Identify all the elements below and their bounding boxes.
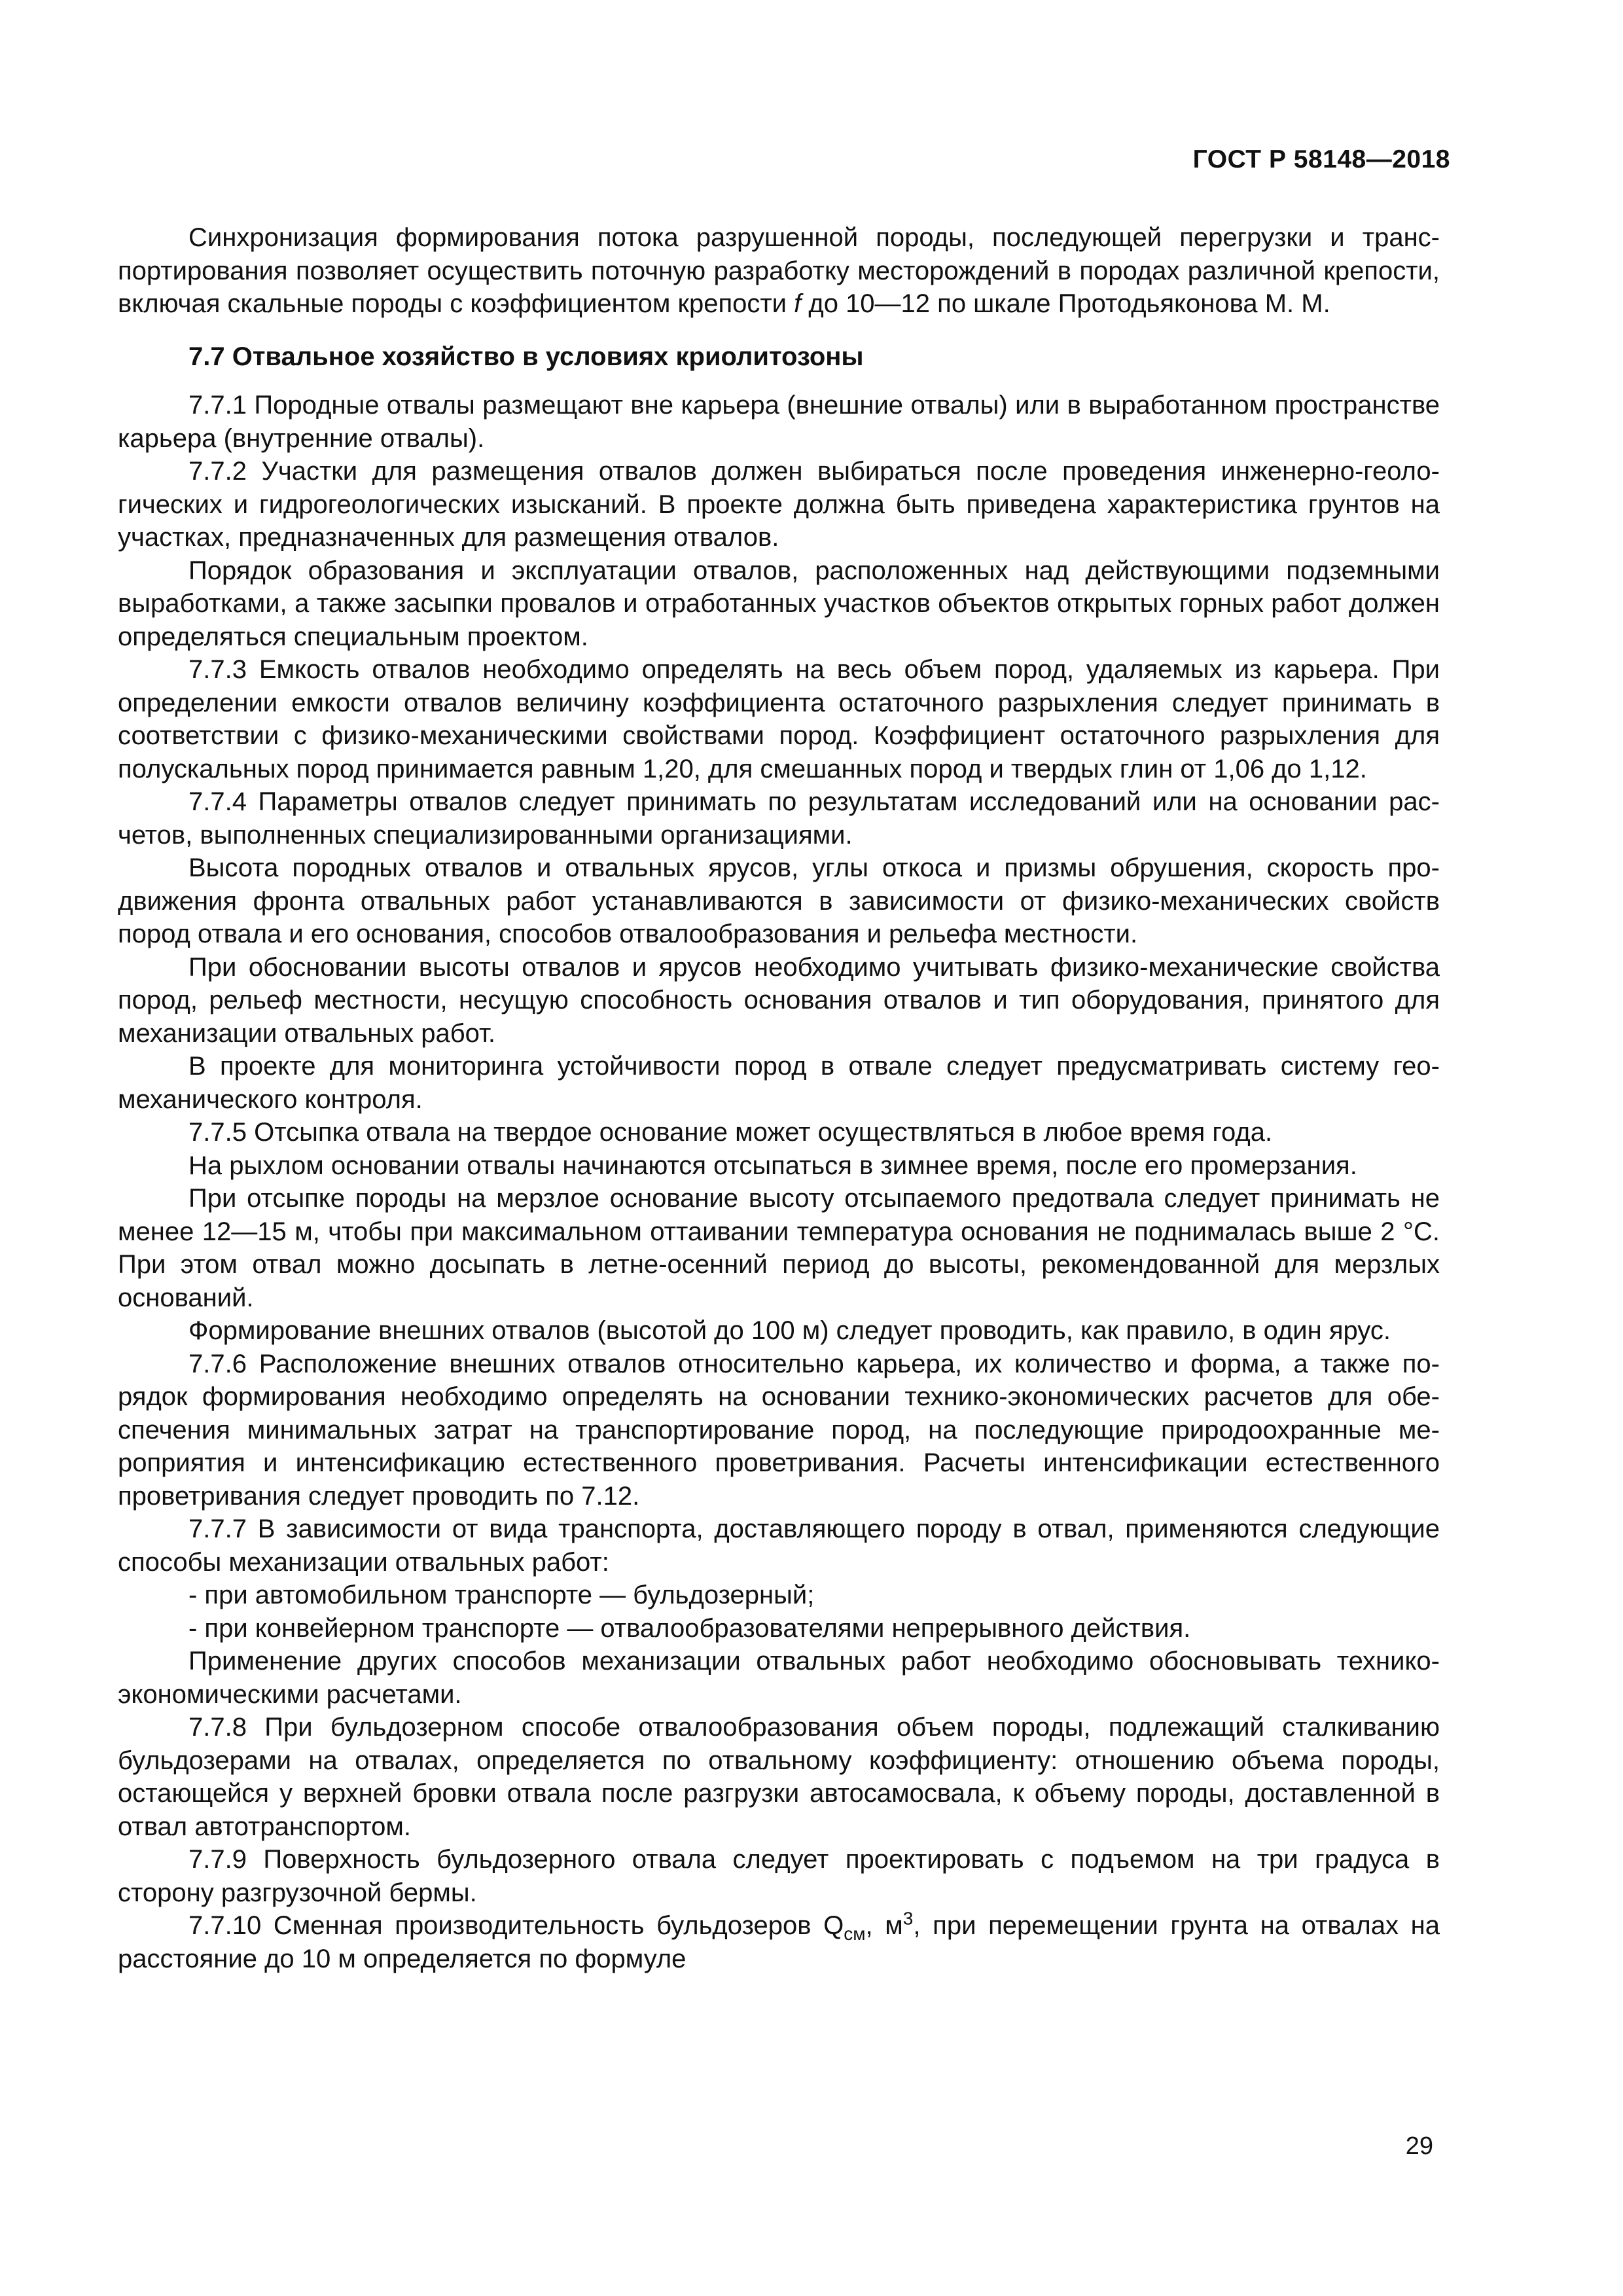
strength-coefficient-symbol: f <box>794 289 802 318</box>
intro-text-after: до 10—12 по шкале Протодьяконова М. М. <box>801 289 1330 318</box>
paragraph-7-7-3: 7.7.3 Емкость отвалов необходимо определять на весь объем пород, удаляемых из карьера. При определении емкости отвалов величину коэффициента остаточного разрыхления следует принимать в соответствии с физико-механическими свойствами пород. Коэффициент остаточного разрыхления для полускальных пород принимается равным 1,20, для смешанных пород и твердых глин от 1,06 до 1,12. <box>118 655 1440 783</box>
q-subscript: см <box>844 1924 866 1944</box>
intro-text-before: Синхронизация формирования потока разрушенной породы, последующей перегрузки и транспортирования позволяет осуществить поточную разработку месторождений в породах различной крепости, включая скальные породы с коэффициентом крепости <box>118 223 1440 318</box>
paragraph-7-7-7: 7.7.7 В зависимости от вида транспорта, доставляющего породу в отвал, применяются следующие способы механизации отвальных работ: <box>118 1515 1440 1577</box>
list-item: - при конвейерном транспорте — отвалообразователями непрерывного действия. <box>188 1613 1191 1643</box>
document-body <box>118 221 1440 1975</box>
last-text-before: 7.7.10 Сменная производительность бульдозеров Q <box>188 1911 844 1940</box>
paragraph-7-7-5: 7.7.5 Отсыпка отвала на твердое основание может осуществляться в любое время года. <box>188 1118 1273 1147</box>
paragraph-7-7-4: 7.7.4 Параметры отвалов следует принимать по результатам исследований или на основании расчетов, выполненных специализированными организациями. <box>118 787 1440 850</box>
paragraph: Формирование внешних отвалов (высотой до 100 м) следует проводить, как правило, в один ярус. <box>188 1316 1391 1345</box>
section-heading: 7.7 Отвальное хозяйство в условиях криолитозоны <box>188 342 864 371</box>
paragraph: Высота породных отвалов и отвальных ярусов, углы откоса и призмы обрушения, скорость продвижения фронта отвальных работ устанавливаются в зависимости от физико-механических свойств пород отвала и его основания, способов отвалообразования и рельефа местности. <box>118 853 1440 948</box>
paragraph: Применение других способов механизации отвальных работ необходимо обосновывать технико-экономическими расчетами. <box>118 1647 1440 1709</box>
paragraph: При обосновании высоты отвалов и ярусов необходимо учитывать физико-механические свойства пород, рельеф местности, несущую способность основания отвалов и тип оборудования, принятого для механизации отвальных работ. <box>118 952 1440 1048</box>
last-text-after: , при перемещении грунта на отвалах на расстояние до 10 м определяется по формуле <box>118 1911 1440 1973</box>
page-number: 29 <box>1405 2132 1433 2160</box>
document-code-header: ГОСТ Р 58148—2018 <box>1192 145 1450 173</box>
paragraph: Порядок образования и эксплуатации отвалов, расположенных над действующими подземными выработками, а также засыпки провалов и отработанных участков объектов открытых горных работ должен определяться специальным проектом. <box>118 556 1440 651</box>
paragraph-7-7-9: 7.7.9 Поверхность бульдозерного отвала следует проектировать с подъемом на три градуса в сторону разгрузочной бермы. <box>118 1845 1440 1907</box>
paragraph: В проекте для мониторинга устойчивости пород в отвале следует предусматривать систему геомеханического контроля. <box>118 1052 1440 1114</box>
intro-paragraph <box>118 221 1440 321</box>
paragraph-7-7-8: 7.7.8 При бульдозерном способе отвалообразования объем породы, подлежащий сталкиванию бульдозерами на отвалах, определяется по отвальному коэффициенту: отношению объема породы, остающейся у верхней бровки отвала после разгрузки автосамосвала, к объему породы, доставленной в отвал автотранспортом. <box>118 1713 1440 1841</box>
list-item: - при автомобильном транспорте — бульдозерный; <box>188 1581 815 1609</box>
paragraph-7-7-6: 7.7.6 Расположение внешних отвалов относительно карьера, их количество и форма, а также порядок формирования необходимо определять на основании технико-экономических расчетов для обеспечения минимальных затрат на транспортирование пород, на последующие природоохранные мероприятия и интенсификацию естественного проветривания. Расчеты интенсификации естественного проветривания следует проводить по 7.12. <box>118 1349 1440 1511</box>
unit-separator: , м <box>865 1911 903 1940</box>
paragraph: При отсыпке породы на мерзлое основание высоту отсыпаемого предотвала следует принимать не менее 12—15 м, чтобы при максимальном оттаивании температура основания не поднималась выше 2 °С. При этом отвал можно досыпать в летне-осенний период до высоты, рекомендованной для мерзлых оснований. <box>118 1184 1440 1312</box>
paragraph-7-7-1: 7.7.1 Породные отвалы размещают вне карьера (внешние отвалы) или в выработанном пространстве карьера (внутренние отвалы). <box>118 391 1440 453</box>
unit-superscript: 3 <box>902 1908 914 1929</box>
paragraph: На рыхлом основании отвалы начинаются отсыпаться в зимнее время, после его промерзания. <box>188 1151 1357 1180</box>
paragraph-7-7-10 <box>118 1909 1440 1975</box>
paragraph-7-7-2: 7.7.2 Участки для размещения отвалов должен выбираться после проведения инженерно-геологических и гидрогеологических изысканий. В проекте должна быть приведена характеристика грунтов на участках, предназначенных для размещения отвалов. <box>118 457 1440 552</box>
